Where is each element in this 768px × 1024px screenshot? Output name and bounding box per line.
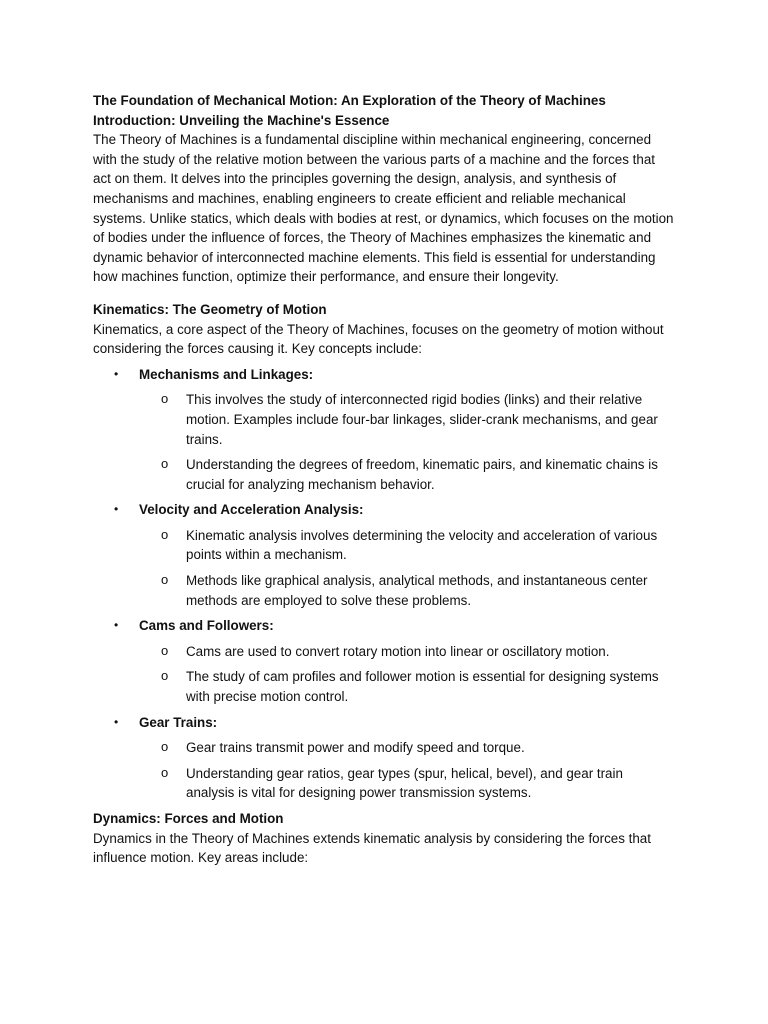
sub-item [139, 526, 675, 565]
sub-item [139, 642, 675, 662]
bullet-marker: • [114, 714, 119, 729]
bullet-item-gear-trains [93, 713, 675, 803]
bullet-item-mechanisms [93, 365, 675, 495]
sub-item-text: Cams are used to convert rotary motion into linear or oscillatory motion. [186, 643, 610, 659]
bullet-label: Cams and Followers: [139, 618, 274, 634]
sub-item-text: Understanding the degrees of freedom, kinematic pairs, and kinematic chains is crucial for analyzing mechanism behavior. [186, 457, 658, 492]
sub-marker: o [161, 764, 169, 780]
bullet-label: Mechanisms and Linkages: [139, 366, 314, 382]
bullet-label: Gear Trains: [139, 714, 218, 730]
sub-item-text: Kinematic analysis involves determining the velocity and acceleration of various points within a mechanism. [186, 527, 658, 563]
kinematics-paragraph: Kinematics, a core aspect of the Theory of Machines, focuses on the geometry of motion without considering the forces causing it. Key concepts include: [93, 321, 664, 357]
document-page [93, 91, 675, 868]
bullet-marker: • [114, 502, 119, 517]
sub-item [139, 667, 675, 706]
dynamics-paragraph: Dynamics in the Theory of Machines extends kinematic analysis by considering the forces that influence motion. Key areas include: [93, 830, 651, 866]
sub-marker: o [161, 642, 169, 658]
sub-item [139, 571, 675, 610]
sub-marker: o [161, 668, 169, 684]
sub-marker: o [161, 572, 169, 588]
dynamics-heading: Dynamics: Forces and Motion [93, 811, 284, 826]
sub-marker: o [161, 391, 169, 407]
kinematics-bullet-list [93, 365, 675, 803]
sub-item-text: The study of cam profiles and follower motion is essential for designing systems with precise motion control. [186, 669, 659, 705]
sub-item-text: Gear trains transmit power and modify speed and torque. [186, 740, 525, 756]
bullet-item-cams [93, 616, 675, 706]
sub-list [139, 390, 675, 494]
sub-item [139, 455, 675, 494]
bullet-marker: • [114, 366, 119, 381]
intro-heading: Introduction: Unveiling the Machine's Essence [93, 112, 390, 128]
sub-list [139, 738, 675, 803]
sub-item-text: Methods like graphical analysis, analytical methods, and instantaneous center methods are employed to solve these problems. [186, 573, 648, 608]
sub-marker: o [161, 526, 169, 542]
sub-list [139, 526, 675, 610]
kinematics-heading: Kinematics: The Geometry of Motion [93, 301, 327, 317]
sub-list [139, 642, 675, 707]
sub-item-text: This involves the study of interconnected rigid bodies (links) and their relative motion. Examples include four-bar linkages, slider-crank mechanisms, and gear trains. [186, 392, 658, 447]
intro-paragraph: The Theory of Machines is a fundamental discipline within mechanical engineering, concerned with the study of the relative motion between the various parts of a machine and the forces that act on them. It delves into the principles governing the design, analysis, and synthesis of mechanisms and machines, enabling engineers to create efficient and reliable mechanical systems. Unlike statics, which deals with bodies at rest, or dynamics, which focuses on the motion of bodies under the influence of forces, the Theory of Machines emphasizes the kinematic and dynamic behavior of interconnected machine elements. This field is essential for understanding how machines function, optimize their performance, and ensure their longevity. [93, 132, 674, 285]
sub-item [139, 390, 675, 449]
bullet-label: Velocity and Acceleration Analysis: [139, 502, 364, 518]
sub-item [139, 738, 675, 758]
document-title: The Foundation of Mechanical Motion: An Exploration of the Theory of Machines [93, 93, 606, 108]
bullet-marker: • [114, 618, 119, 633]
sub-marker: o [161, 739, 169, 755]
sub-item [139, 764, 675, 803]
sub-item-text: Understanding gear ratios, gear types (spur, helical, bevel), and gear train analysis is vital for designing power transmission systems. [186, 765, 623, 801]
bullet-item-velocity [93, 500, 675, 610]
sub-marker: o [161, 456, 169, 472]
